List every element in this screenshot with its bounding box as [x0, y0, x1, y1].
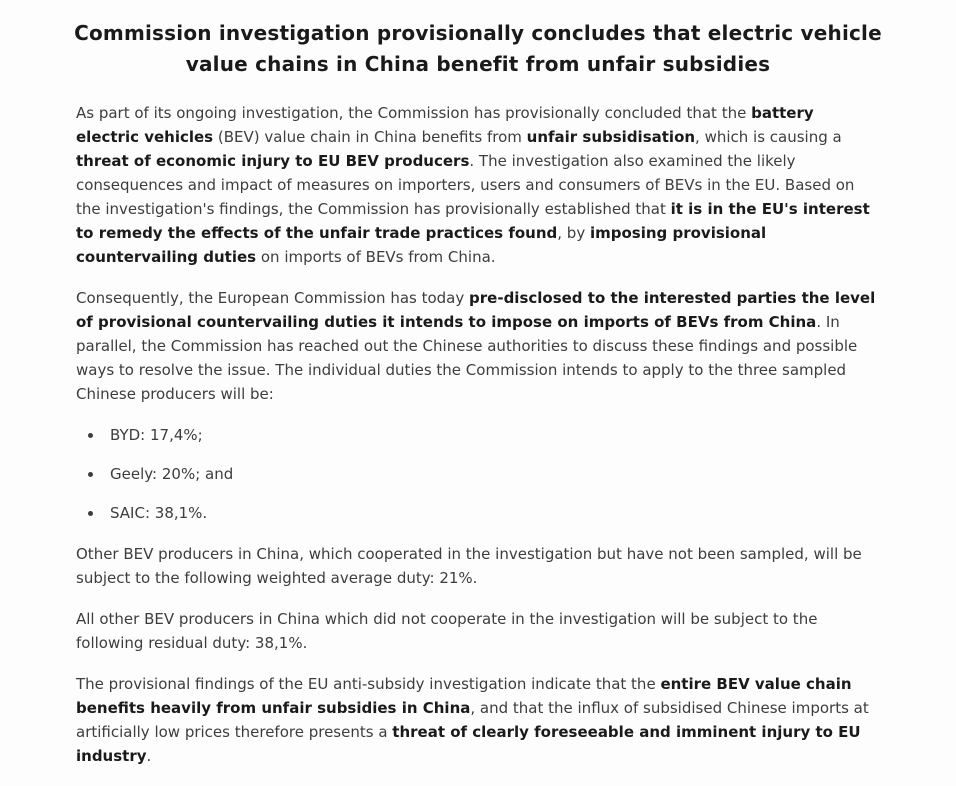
duty-bullet-item: • Geely: 20%; and	[104, 462, 880, 486]
text-run: , and that the influx of subsidised Chinese imports at artificially low prices therefore presents a	[76, 699, 869, 741]
text-run: . In parallel, the Commission has reached out the Chinese authorities to discuss these findings and possible ways to resolve the issue. The individual duties the Commission intends to apply to the three sampled Chinese producers will be:	[76, 313, 858, 403]
text-run: Other BEV producers in China, which cooperated in the investigation but have not been sampled, will be subject to the following weighted average duty: 21%.	[76, 545, 862, 587]
bold-text-run: threat of economic injury to EU BEV producers	[76, 152, 470, 170]
text-run: on imports of BEVs from China.	[256, 248, 496, 266]
text-run: All other BEV producers in China which did not cooperate in the investigation will be subject to the following residual duty: 38,1%.	[76, 610, 818, 652]
paragraph	[76, 672, 880, 768]
bold-text-run: pre-disclosed to the interested parties the level of provisional countervailing duties it intends to impose on imports of BEVs from China	[76, 289, 876, 331]
text-run: (BEV) value chain in China benefits from	[213, 128, 527, 146]
duty-bullet-item: • SAIC: 38,1%.	[104, 501, 880, 525]
text-run: . The investigation also examined the likely consequences and impact of measures on importers, users and consumers of BEVs in the EU. Based on the investigation's findings, the Commission has provisionally established that	[76, 152, 855, 218]
paragraph	[76, 286, 880, 406]
bold-text-run: threat of clearly foreseeable and imminent injury to EU industry	[76, 723, 861, 765]
paragraph	[76, 607, 880, 655]
bold-text-run: unfair subsidisation	[526, 128, 696, 146]
text-run: Consequently, the European Commission has today	[76, 289, 470, 307]
duty-bullet-item: • BYD: 17,4%;	[104, 423, 880, 447]
article-title: Commission investigation provisionally concludes that electric vehicle value chains in China benefit from unfair subsidies	[74, 21, 882, 76]
bold-text-run: battery electric vehicles	[76, 104, 814, 146]
text-run: As part of its ongoing investigation, the Commission has provisionally concluded that the	[76, 104, 752, 122]
article-body	[76, 101, 880, 786]
text-run: .	[146, 747, 152, 765]
paragraph	[76, 542, 880, 590]
text-run: , which is causing a	[695, 128, 842, 146]
duty-bullet-list	[76, 423, 880, 525]
text-run: The provisional findings of the EU anti-subsidy investigation indicate that the	[76, 675, 661, 693]
bold-text-run: entire BEV value chain benefits heavily from unfair subsidies in China	[76, 675, 852, 717]
paragraph	[76, 101, 880, 269]
bold-text-run: imposing provisional countervailing duties	[76, 224, 767, 266]
bold-text-run: it is in the EU's interest to remedy the effects of the unfair trade practices found	[76, 200, 870, 242]
text-run: , by	[557, 224, 590, 242]
